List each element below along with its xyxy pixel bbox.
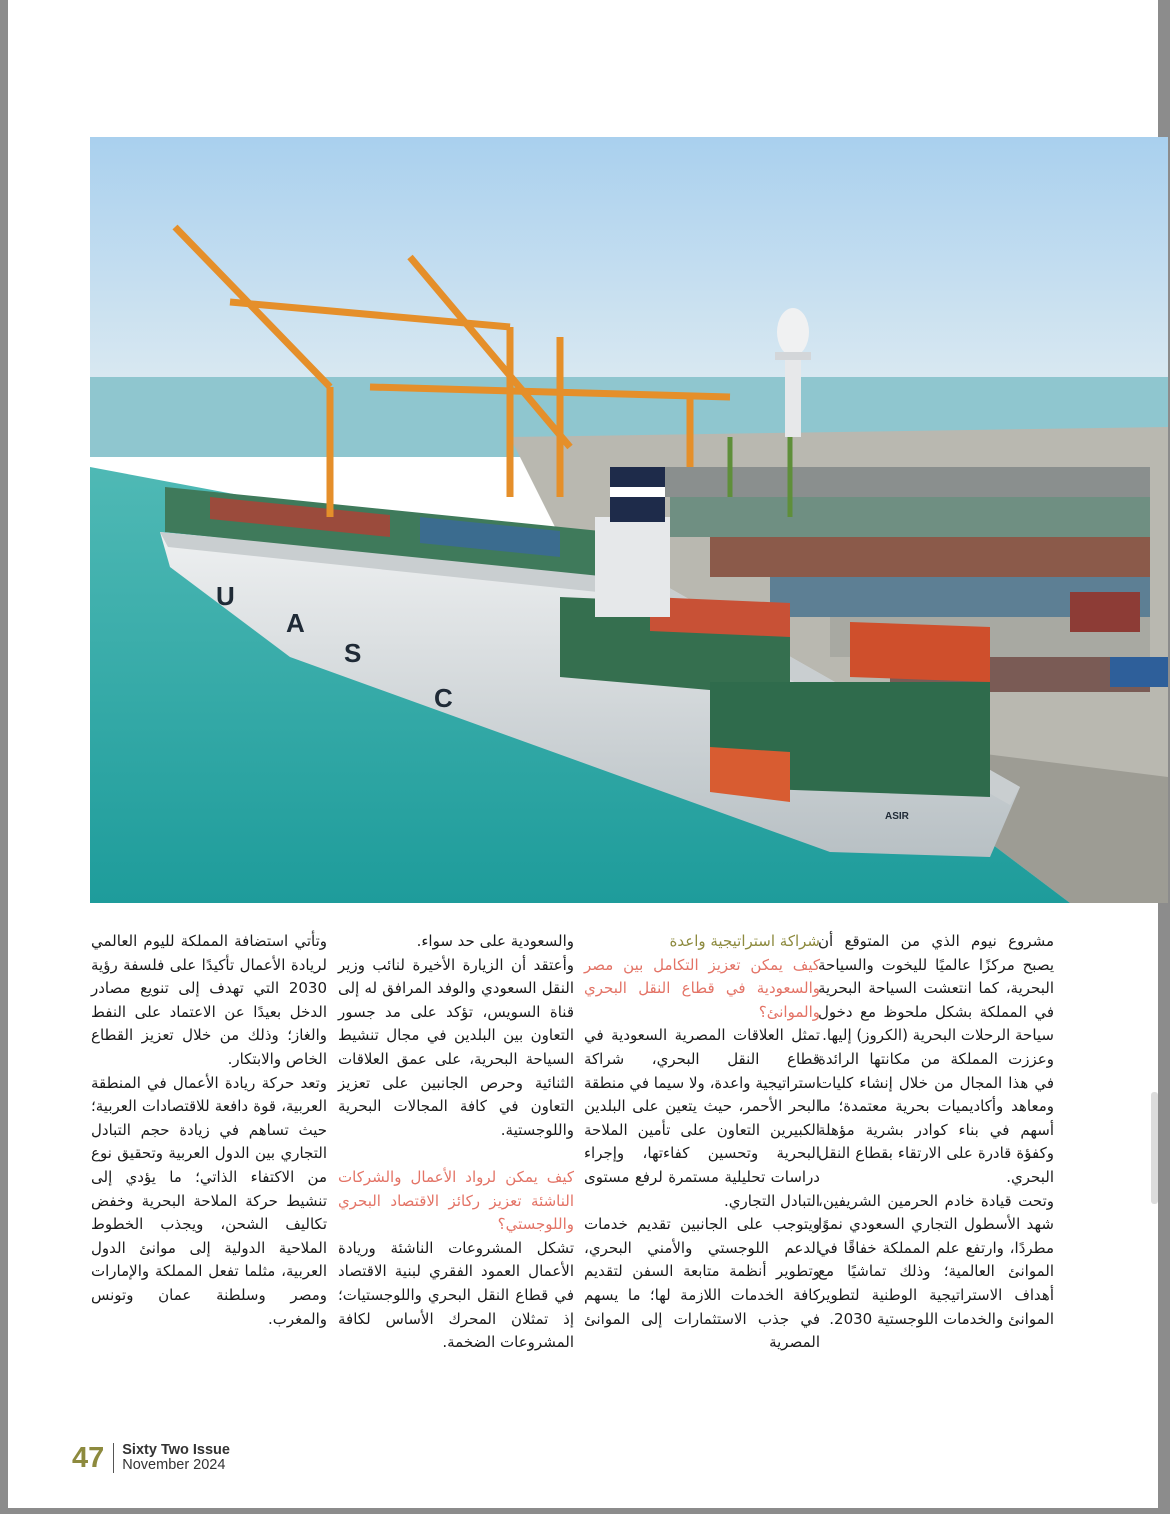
article-paragraph: وتعد حركة ريادة الأعمال في المنطقة العربية، قوة دافعة للاقتصادات العربية؛ حيث تساهم في زيادة حجم التبادل التجاري بين الدول العربية وتحقيق نوع من الاكتفاء الذاتي؛ ما يؤدي إلى تنشيط حركة الملاحة البحرية وخفض تكاليف الشحن، ويجذب الخطوط الملاحية الدولية إلى موانئ الدول العربية، مثلما تفعل المملكة والإمارات ومصر وسلطنة عمان وتونس والمغرب.	[91, 1073, 327, 1328]
hull-letter-c: C	[434, 683, 453, 713]
paragraph-gap	[338, 1142, 574, 1166]
page-footer	[72, 1438, 230, 1478]
article-column-4	[91, 930, 327, 1331]
stern-name: ASIR	[885, 811, 909, 822]
article-paragraph: وعززت المملكة من مكانتها الرائدة في هذا المجال من خلال إنشاء كليات ومعاهد وأكاديميات بحرية معتمدة؛ ما أسهم في بناء كوادر بشرية مؤهلة وكفؤة قادرة على الارتقاء بقطاع النقل البحري.	[818, 1049, 1054, 1186]
port-ship-photo	[90, 137, 1168, 903]
hull-letter-s: S	[344, 638, 362, 668]
article-column-3	[338, 930, 574, 1355]
magazine-page	[8, 0, 1158, 1508]
article-paragraph: وأعتقد أن الزيارة الأخيرة لنائب وزير النقل السعودي والوفد المرافق له إلى قناة السويس، تؤكد على مد جسور التعاون بين البلدين في مجال تنشيط السياحة البحرية، على عمق العلاقات الثنائية وحرص الجانبين على تعزيز التعاون في كافة المجالات البحرية واللوجستية.	[338, 955, 574, 1139]
article-paragraph: تمثل العلاقات المصرية السعودية في قطاع النقل البحري، شراكة استراتيجية واعدة، ولا سيما في منطقة البحر الأحمر، حيث يتعين على البلدين الكبيرين التعاون على تأمين الملاحة البحرية وتحسين كفاءتها، وإجراء دراسات تحليلية مستمرة لرفع مستوى التبادل التجاري.	[584, 1026, 820, 1210]
page-number: 47	[72, 1441, 105, 1474]
hull-letter-a: A	[286, 608, 305, 638]
interview-question: كيف يمكن لرواد الأعمال والشركات الناشئة تعزيز ركائز الاقتصاد البحري واللوجستي؟	[338, 1167, 574, 1234]
article-paragraph: تشكل المشروعات الناشئة وريادة الأعمال العمود الفقري لبنية الاقتصاد في قطاع النقل البحري واللوجستيات؛ إذ تمثلان المحرك الأساس لكافة المشروعات الضخمة.	[338, 1238, 574, 1352]
issue-title: Sixty Two Issue	[122, 1442, 230, 1458]
article-paragraph: وتأتي استضافة المملكة لليوم العالمي لريادة الأعمال تأكيدًا على فلسفة رؤية 2030 التي تهدف إلى تنويع مصادر الدخل بعيدًا عن الاعتماد على النفط والغاز؛ وذلك من خلال تعزيز القطاع الخاص والابتكار.	[91, 932, 327, 1068]
hull-letter-u: U	[216, 581, 235, 611]
viewer-scrollbar[interactable]	[1151, 1092, 1158, 1204]
interview-question: كيف يمكن تعزيز التكامل بين مصر والسعودية في قطاع النقل البحري والموانئ؟	[584, 955, 820, 1021]
issue-info	[122, 1443, 230, 1473]
issue-date: November 2024	[122, 1457, 226, 1473]
article-paragraph: وتحت قيادة خادم الحرمين الشريفين، شهد الأسطول التجاري السعودي نموًا مطردًا، وارتفع علم المملكة خفاقًا في الموانئ العالمية؛ وذلك تماشيًا مع أهداف الاستراتيجية الوطنية لتطوير الموانئ والخدمات اللوجستية 2030.	[818, 1191, 1054, 1328]
article-column-2	[584, 930, 820, 1355]
article-paragraph: مشروع نيوم الذي من المتوقع أن يصبح مركزًا عالميًا لليخوت والسياحة البحرية، كما انتعشت السياحة البحرية في المملكة بشكل ملحوظ مع دخول سياحة الرحلات البحرية (الكروز) إليها.	[818, 932, 1054, 1045]
section-heading: شراكة استراتيجية واعدة	[669, 932, 820, 950]
article-column-1	[818, 930, 1054, 1331]
footer-divider	[113, 1443, 114, 1473]
article-paragraph: والسعودية على حد سواء.	[416, 932, 574, 950]
article-paragraph: ويتوجب على الجانبين تقديم خدمات الدعم اللوجستي والأمني البحري، وتطوير أنظمة متابعة السفن لتقديم كافة الخدمات اللازمة لها؛ ما يسهم في جذب الاستثمارات إلى الموانئ المصرية	[584, 1215, 820, 1352]
